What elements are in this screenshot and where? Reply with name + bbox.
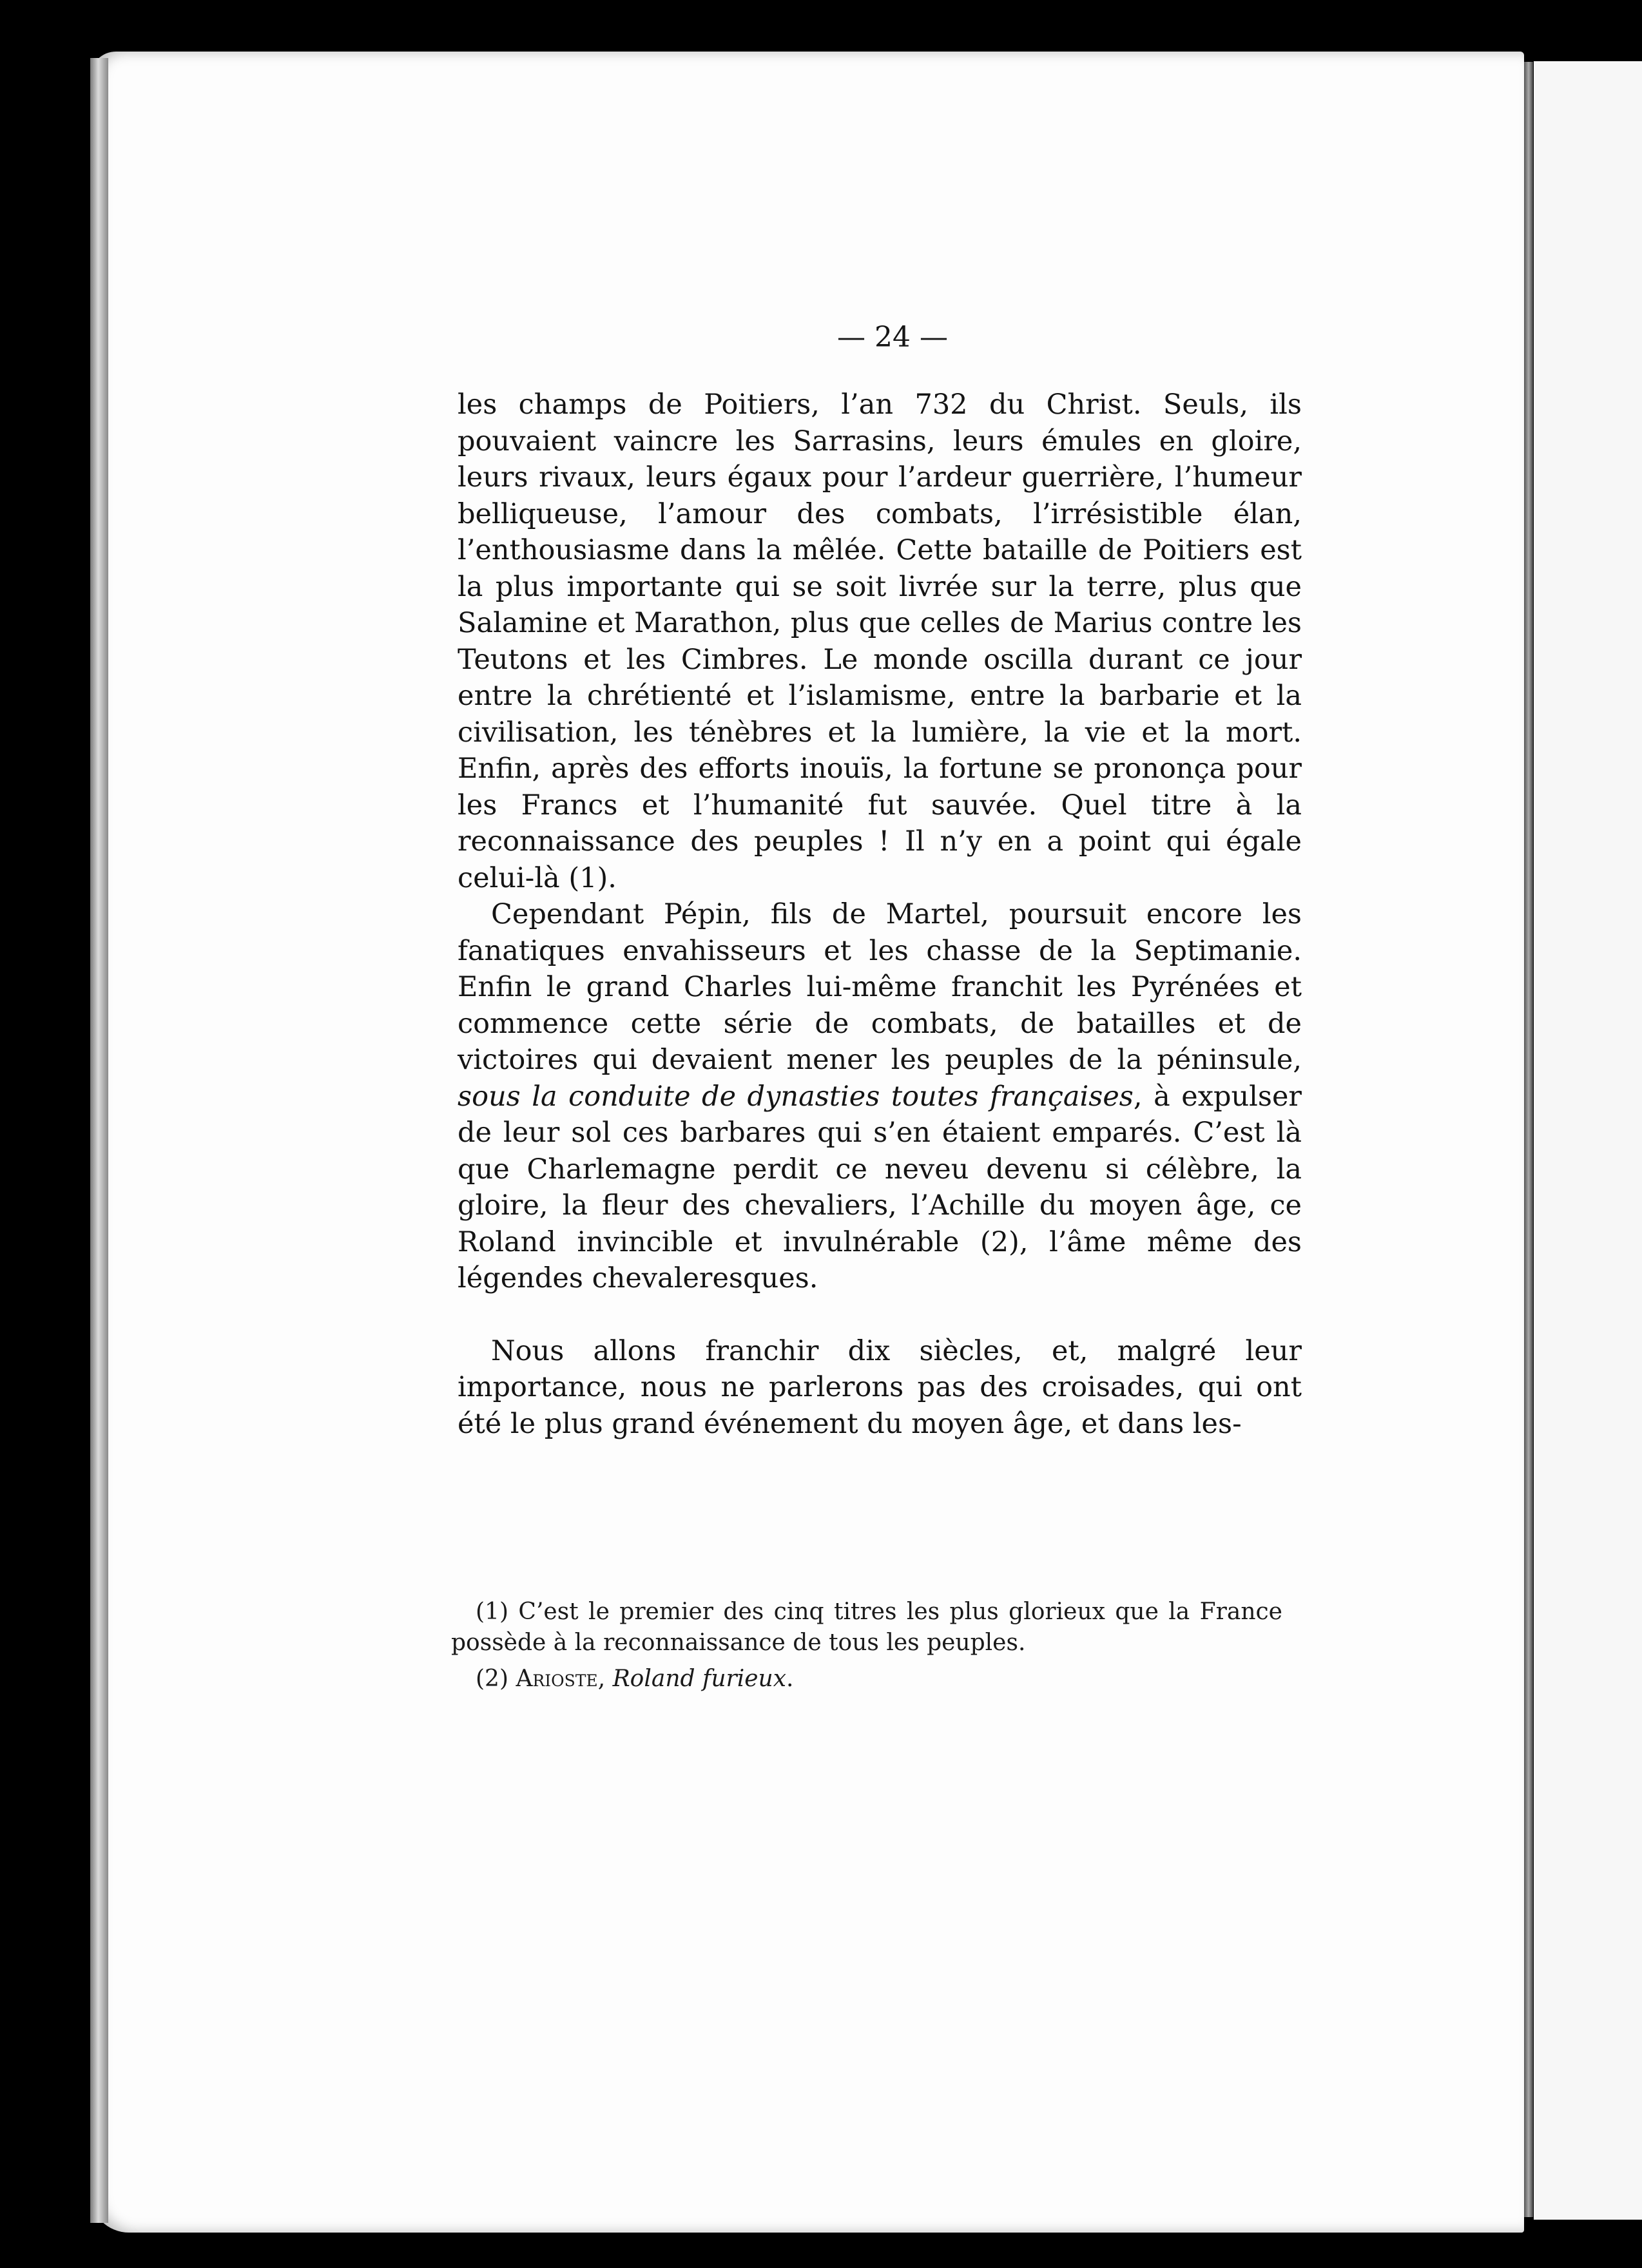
paragraph-2-start: Cependant Pépin, fils de Martel, poursuit encore les fanatiques envahisseurs et les chasse de la Septimanie. Enfin le grand Charles lui-même franchit les Pyrénées et commence cette série de combats, de batailles et de victoires qui devaient mener les peuples de la péninsule, [458,898,1302,1076]
book-gutter [1524,62,1533,2217]
paragraph-1: les champs de Poitiers, l’an 732 du Christ. Seuls, ils pouvaient vaincre les Sarrasins, leurs émules en gloire, leurs rivaux, leurs égaux pour l’ardeur guerrière, l’humeur belliqueuse, l’amour des combats, l’irrésistible élan, l’enthousiasme dans la mêlée. Cette bataille de Poitiers est la plus importante qui se soit livrée sur la terre, plus que Salamine et Marathon, plus que celles de Marius contre les Teutons et les Cimbres. Le monde oscilla durant ce jour entre la chrétienté et l’islamisme, entre la barbarie et la civilisation, les ténèbres et la lumière, la vie et la mort. Enfin, après des efforts inouïs, la fortune se prononça pour les Francs et l’humanité fut sauvée. Quel titre à la reconnaissance des peuples ! Il n’y en a point qui égale celui-là (1). [458,389,1302,894]
paragraph-2-italic: sous la conduite de dynasties toutes françaises [458,1080,1134,1113]
facing-page [1534,61,1642,2220]
page-number: — 24 — [837,321,948,354]
footnote-2-title: Roland furieux [612,1666,787,1692]
footnote-2-author: Arioste [516,1666,598,1692]
paragraph-3: Nous allons franchir dix siècles, et, malgré leur importance, nous ne parlerons pas des croisades, qui ont été le plus grand événement du moyen âge, et dans les- [458,1334,1302,1440]
page-stack-edge [90,58,108,2223]
footnote-2 [451,1664,1282,1695]
footnote-2-marker: (2) [476,1666,516,1692]
footnote-2-end: . [786,1666,794,1692]
body-text [458,387,1302,1442]
footnotes [451,1597,1282,1695]
footnote-1: (1) C’est le premier des cinq titres les plus glorieux que la France possède à la reconnaissance de tous les peuples. [451,1599,1282,1656]
footnote-2-separator: , [597,1666,613,1692]
paragraph-2 [458,896,1302,1297]
paragraph-2-end: , à expulser de leur sol ces barbares qui s’en étaient emparés. C’est là que Charlemagne perdit ce neveu devenu si célèbre, la gloire, la fleur des chevaliers, l’Achille du moyen âge, ce Roland invincible et invulnérable (2), l’âme même des légendes chevaleresques. [458,1080,1302,1294]
